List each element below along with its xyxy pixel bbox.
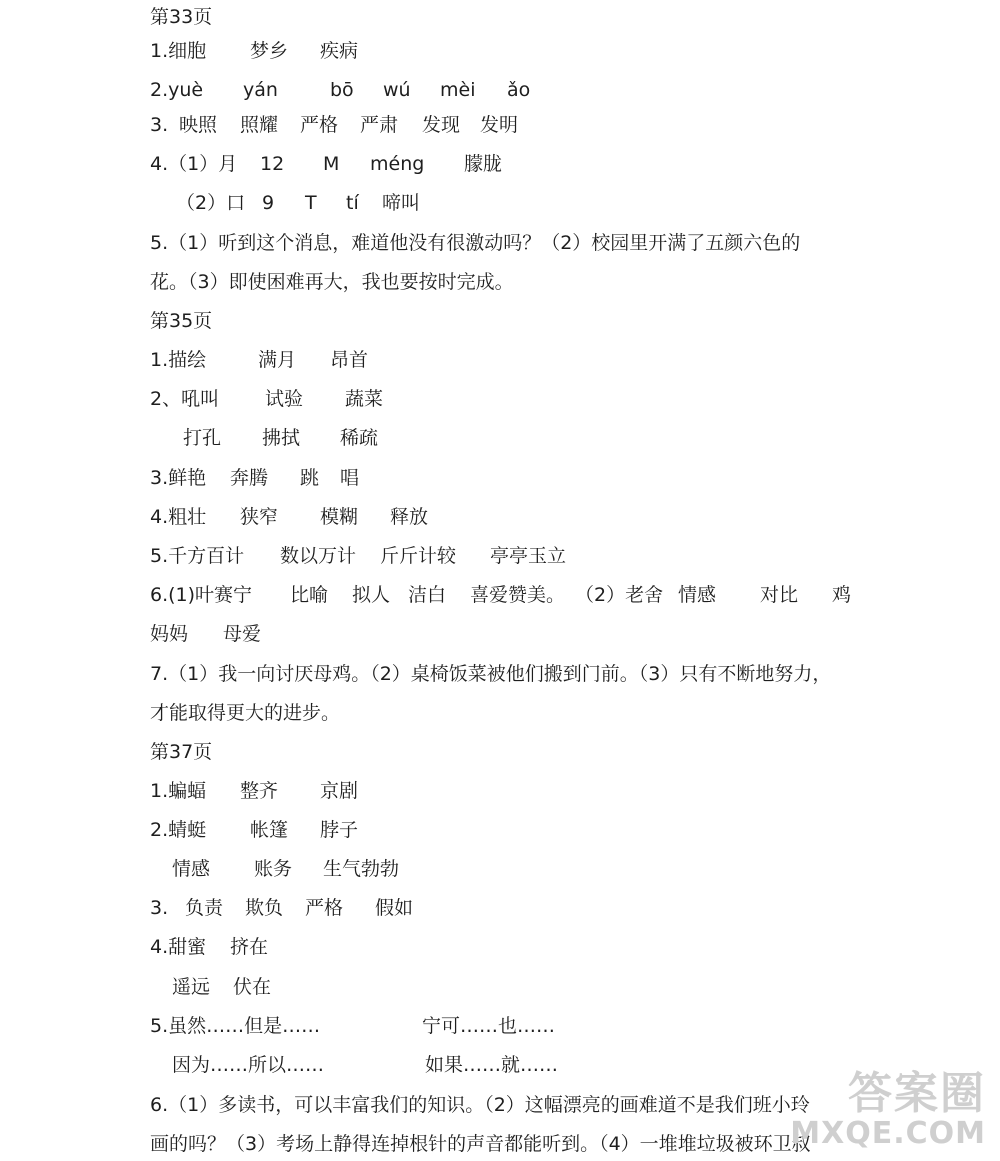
answer-page: 第33页 1.细胞 梦乡 疾病 2.yuè yán bō wú mèi ǎo 3. 映照 照耀 严格 严肃 发现 发明 4.（1）月 12 M méng 朦胧 （2）口 9 T tí 啼叫 5.（1）听到这个消息，难道他没有很激动吗？（2）校园里开满了五颜六色的 花。（3）即使困难再大，我也要按时完成。 第35页 1.描绘 满月 昂首 2、吼叫 试验 蔬菜 打孔 拂拭 稀疏 3.鲜艳 奔腾 跳 唱 4.粗壮 狭窄 模糊 释放 5.千方百计 数以万计 斤斤计较 亭亭玉立 6.(1)叶赛宁 比喻 拟人 洁白 喜爱赞美。 （2）老舍 情感 对比 鸡 妈妈 母爱 7.（1）我一向讨厌母鸡。（2）桌椅饭菜被他们搬到门前。（3）只有不断地努力， 才能取得更大的进步。 第37页 1.蝙蝠 整齐 京剧 2.蜻蜓 帐篷 脖子 情感 账务 生气勃勃 3. 负责 欺负 严格 假如 4.甜蜜 挤在 遥远 伏在 5.虽然……但是…… 宁可……也…… 因为……所以…… 如果……就…… 6.（1）多读书，可以丰富我们的知识。（2）这幅漂亮的画难道不是我们班小玲 画的吗？（3）考场上静得连掉根针的声音都能听到。（4）一堆堆垃圾被环卫叔 答案圈 MXQE.COM (150, 6, 986, 1155)
watermark-logo: 答案圈 MXQE.COM (790, 1068, 986, 1151)
